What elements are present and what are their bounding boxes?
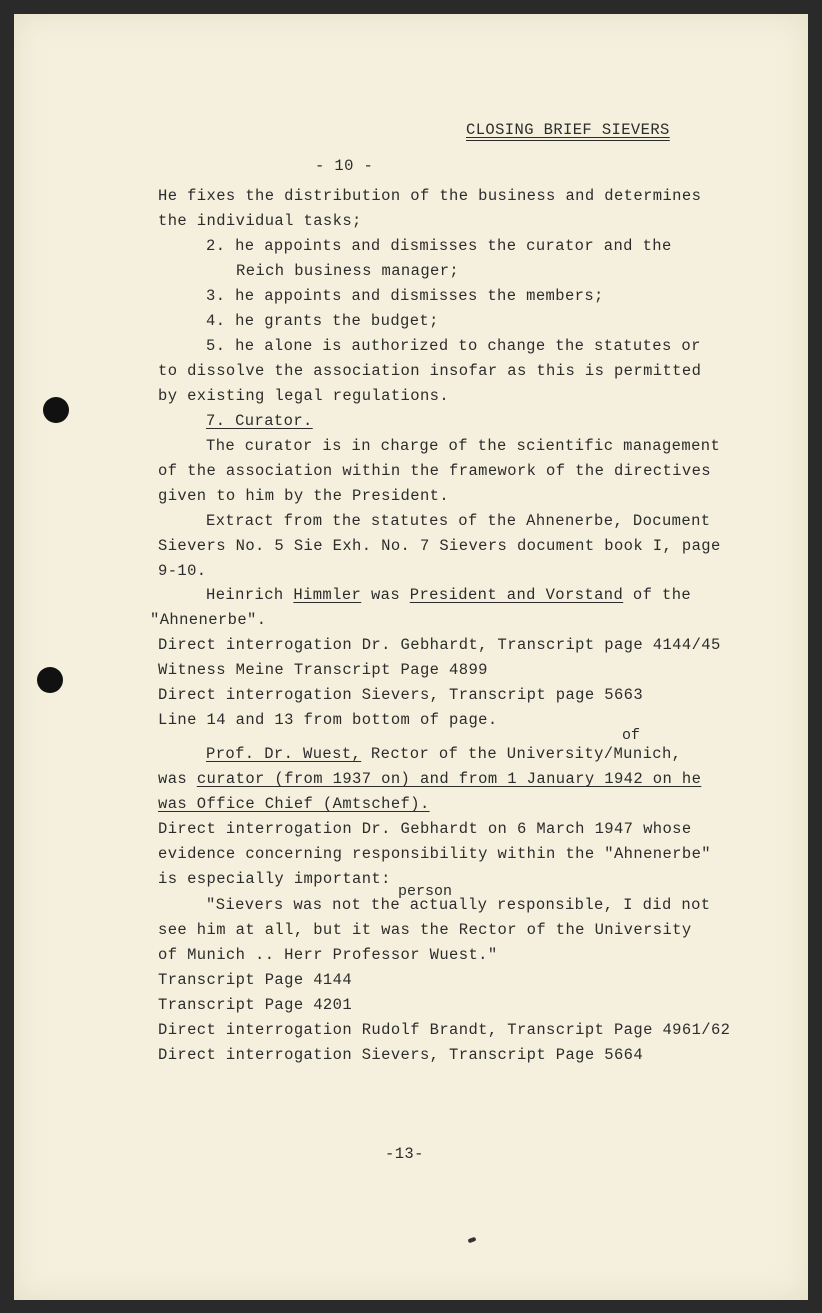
himmler-mid: was [361,586,410,604]
body-line: Direct interrogation Dr. Gebhardt on 6 March 1947 whose [158,820,692,838]
document-page [14,14,808,1300]
body-line: by existing legal regulations. [158,387,450,405]
quote-line: "Sievers was not the actually responsible, I did not [206,896,711,914]
reference-line: Direct interrogation Sievers, Transcript Page 5664 [158,1046,644,1064]
wuest-line-2 [158,769,701,789]
wuest-curator: curator (from 1937 on) and from 1 January 1942 on he [196,770,702,788]
body-line: Extract from the statutes of the Ahnenerbe, Document [206,512,711,530]
body-line: Sievers No. 5 Sie Exh. No. 7 Sievers document book I, page [158,537,721,555]
brief-title: CLOSING BRIEF SIEVERS [466,121,670,139]
himmler-name: Himmler [293,586,362,604]
body-line: given to him by the President. [158,487,450,505]
handwritten-insert-of: of [622,727,641,744]
wuest-name: Prof. Dr. Wuest, [206,745,362,763]
himmler-line [206,585,691,605]
reference-line: Line 14 and 13 from bottom of page. [158,711,498,729]
page-stamp: -13- [385,1145,424,1163]
body-line: is especially important: [158,870,391,888]
himmler-pre: Heinrich [206,586,294,604]
body-line: the individual tasks; [158,212,362,230]
reference-line: Transcript Page 4201 [158,996,353,1014]
body-line: He fixes the distribution of the business and determines [158,187,702,205]
handwritten-insert-person: person [398,883,453,900]
body-line: "Ahnenerbe". [150,611,267,629]
wuest-line-3: was Office Chief (Amtschef). [158,795,430,813]
body-line: 4. he grants the budget; [206,312,439,330]
wuest-rest: Rector of the University/Munich, [361,745,682,763]
himmler-post: of the [623,586,692,604]
body-line: 5. he alone is authorized to change the statutes or [206,337,701,355]
page-number: - 10 - [315,157,374,175]
body-line: to dissolve the association insofar as this is permitted [158,362,702,380]
section-heading: 7. Curator. [206,412,313,430]
reference-line: Witness Meine Transcript Page 4899 [158,661,488,679]
body-line: The curator is in charge of the scientific management [206,437,721,455]
body-line: of the association within the framework of the directives [158,462,711,480]
reference-line: Direct interrogation Sievers, Transcript page 5663 [158,686,644,704]
punch-hole-top [43,397,69,423]
body-line: 2. he appoints and dismisses the curator and the [206,237,672,255]
reference-line: Direct interrogation Rudolf Brandt, Transcript Page 4961/62 [158,1021,731,1039]
body-line: 3. he appoints and dismisses the members; [206,287,604,305]
body-line: evidence concerning responsibility within the "Ahnenerbe" [158,845,711,863]
body-line: 9-10. [158,562,207,580]
punch-hole-bottom [37,667,63,693]
wuest-line [206,744,681,764]
reference-line: Transcript Page 4144 [158,971,353,989]
quote-line: see him at all, but it was the Rector of the University [158,921,692,939]
reference-line: Direct interrogation Dr. Gebhardt, Transcript page 4144/45 [158,636,721,654]
himmler-role: President and Vorstand [409,586,624,604]
body-line: Reich business manager; [236,262,460,280]
wuest-pre: was [158,770,197,788]
quote-line: of Munich .. Herr Professor Wuest." [158,946,498,964]
